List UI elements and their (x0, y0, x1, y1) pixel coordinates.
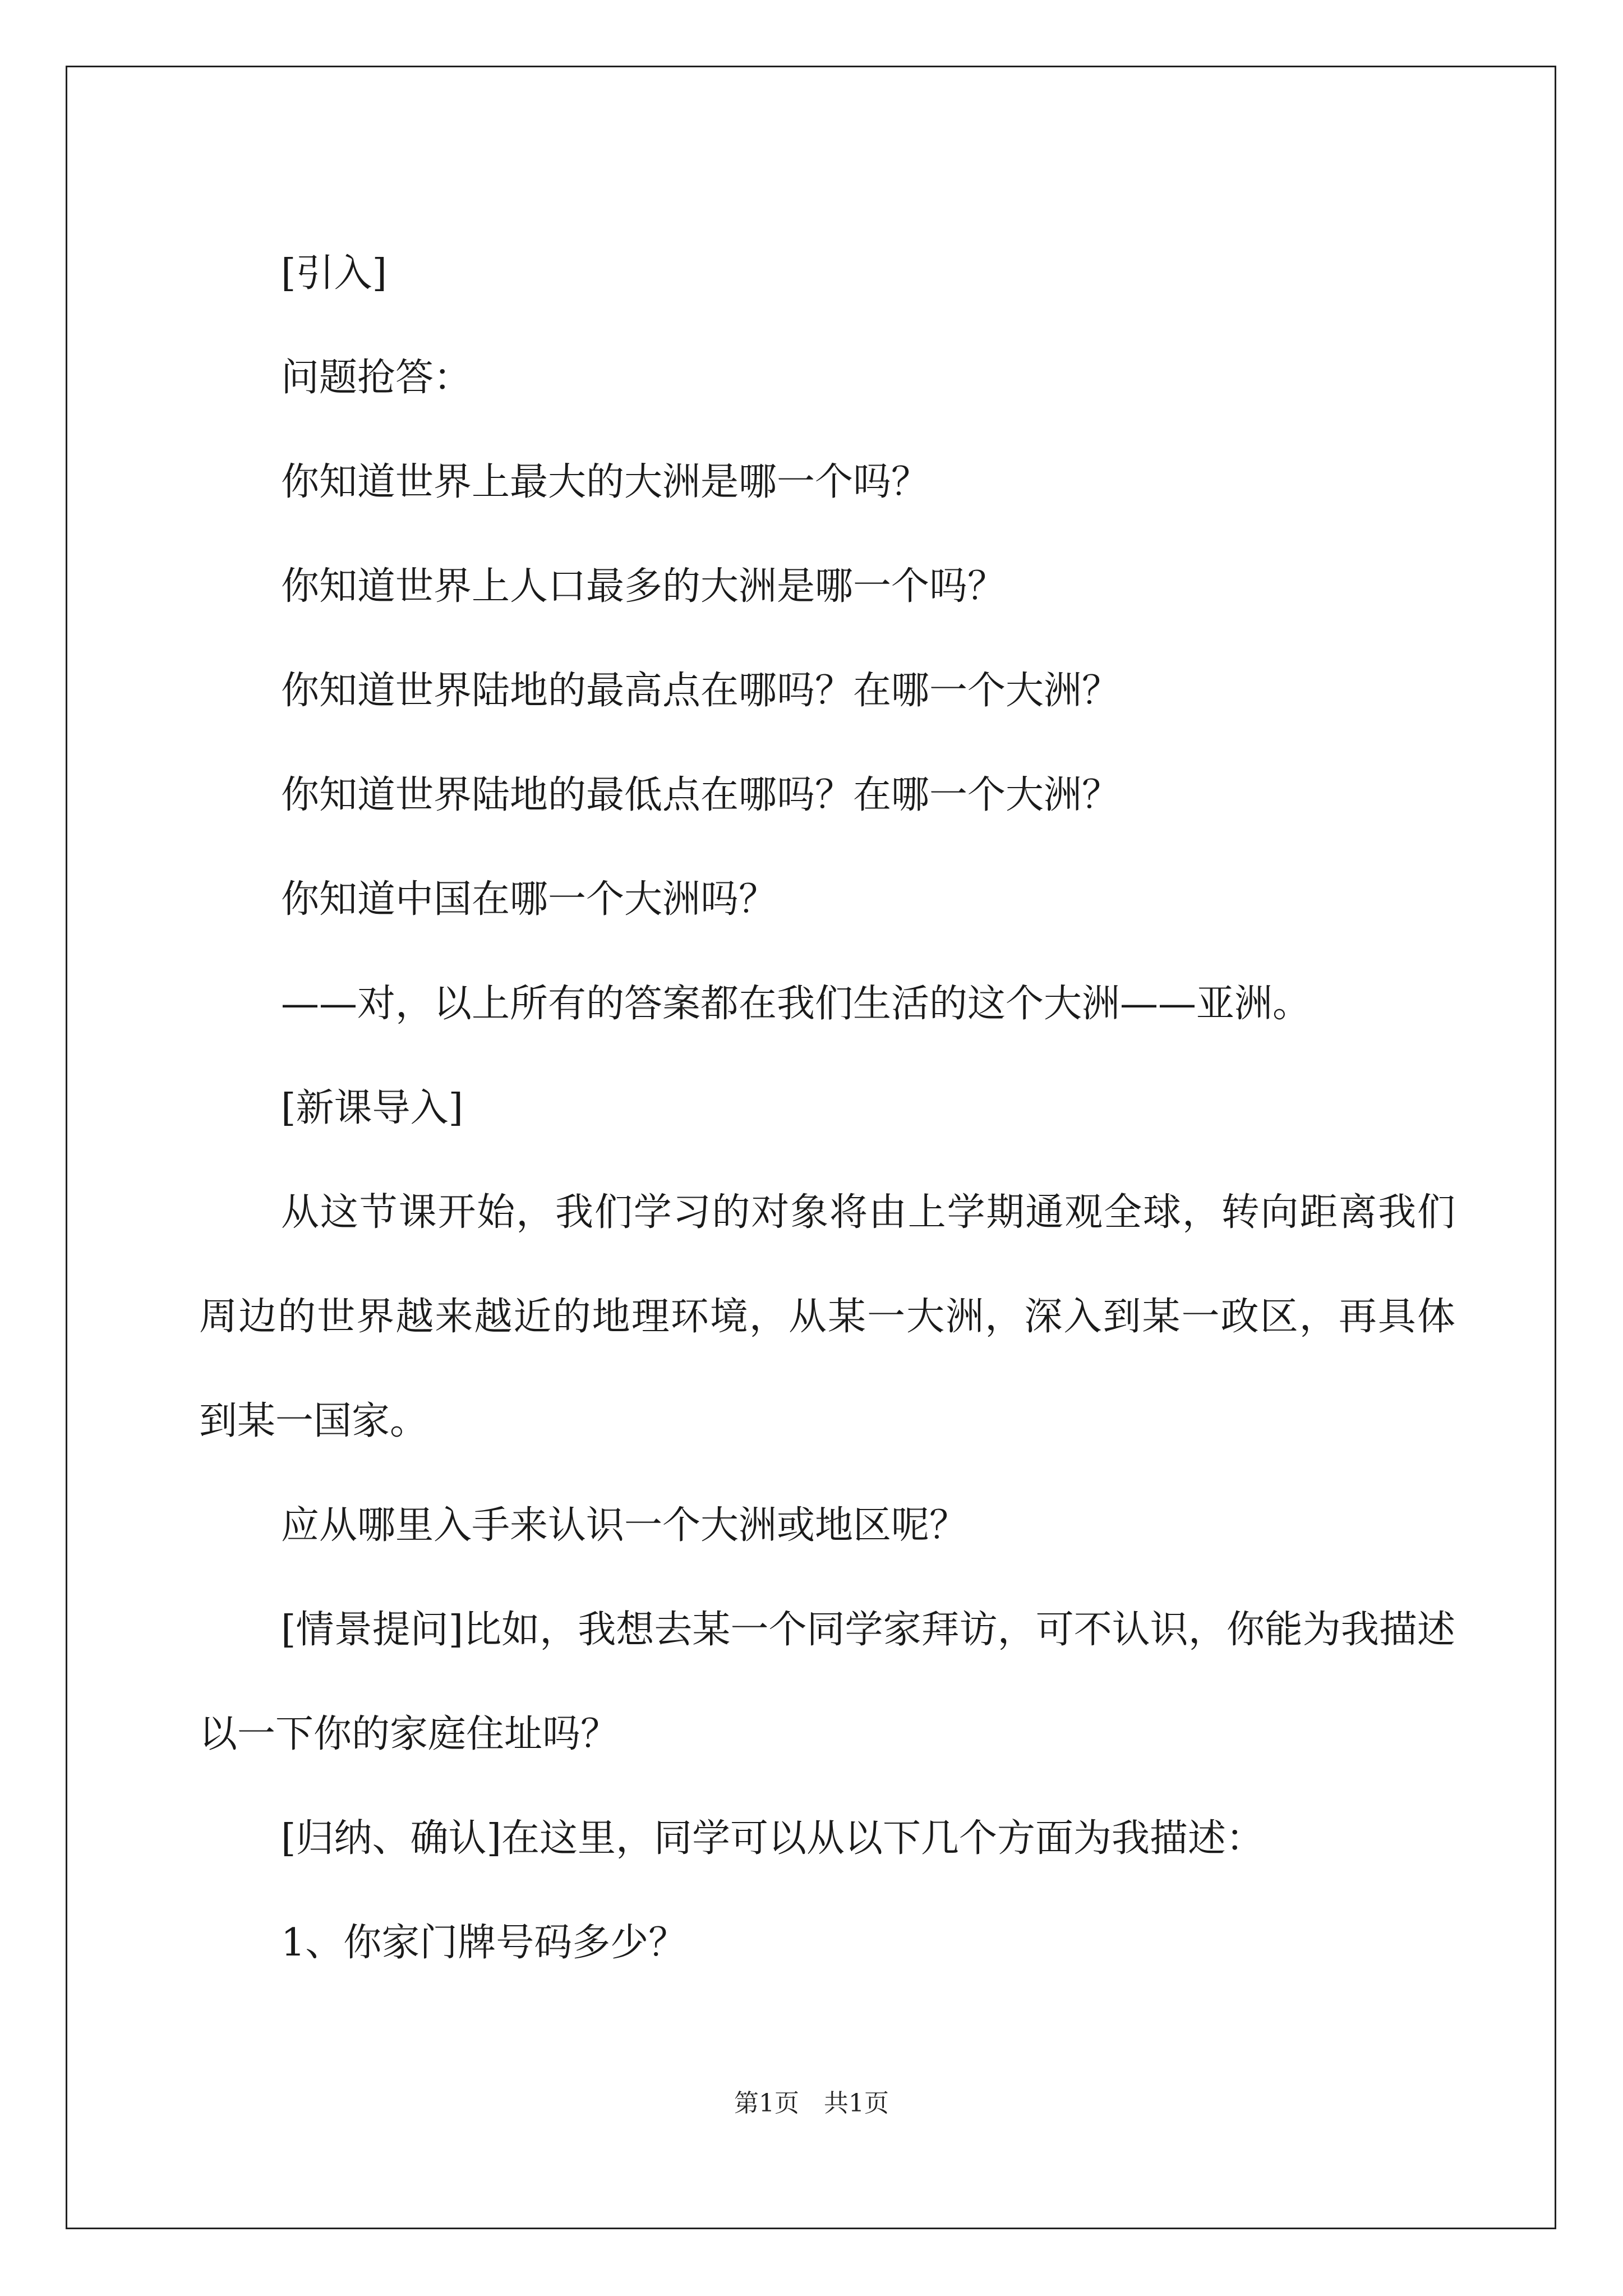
page-number-footer: 第1页 共1页 (734, 2089, 889, 2118)
section-heading-intro: [引入] (281, 251, 388, 296)
question-line: 你知道世界上人口最多的大洲是哪一个吗？ (281, 564, 1006, 609)
document-body (199, 222, 1455, 1995)
question-line: 你知道世界陆地的最高点在哪吗？在哪一个大洲？ (281, 669, 1121, 713)
paragraph: [情景提问]比如，我想去某一个同学家拜访，可不认识，你能为我描述以一下你的家庭住址吗？ (199, 1608, 1455, 1756)
paragraph: 从这节课开始，我们学习的对象将由上学期通观全球，转向距离我们周边的世界越来越近的地理环境，从某一大洲，深入到某一政区，再具体到某一国家。 (199, 1190, 1455, 1443)
paragraph: 问题抢答： (281, 356, 472, 400)
paragraph: [归纳、确认]在这里，同学可以从以下几个方面为我描述： (281, 1816, 1265, 1861)
answer-line: ——对，以上所有的答案都在我们生活的这个大洲——亚洲。 (281, 982, 1311, 1026)
question-line: 你知道世界陆地的最低点在哪吗？在哪一个大洲？ (281, 773, 1121, 817)
question-line: 你知道世界上最大的大洲是哪一个吗？ (281, 460, 930, 504)
question-line: 你知道中国在哪一个大洲吗？ (281, 877, 777, 922)
section-heading-new-lesson: [新课导入] (281, 1086, 464, 1130)
list-item: 1、你家门牌号码多少？ (281, 1921, 687, 1965)
paragraph: 应从哪里入手来认识一个大洲或地区呢？ (281, 1503, 968, 1548)
